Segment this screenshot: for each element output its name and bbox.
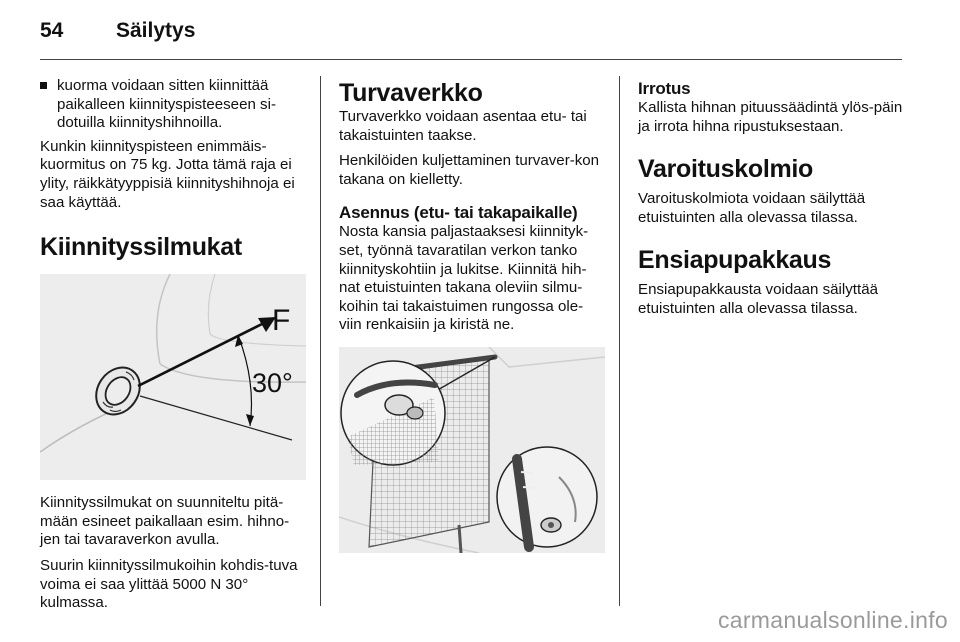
page-number: 54 (40, 19, 64, 42)
bullet-text: kuorma voidaan sitten kiinnittää paikalleen kiinnityspisteeseen si-dotuilla kiinnityshihnoilla. (57, 77, 276, 132)
column-1 (40, 77, 306, 620)
paragraph: Suurin kiinnityssilmukoihin kohdis-tuva voima ei saa ylittää 5000 N 30° kulmassa. (40, 556, 298, 612)
panel-edge-line-3 (208, 274, 306, 346)
subheading-irrotus: Irrotus (638, 79, 691, 98)
paragraph: Kunkin kiinnityspisteen enimmäis-kuormitus on 75 kg. Jotta tämä raja ei ylity, räikkätyyppisiä kiinnityshihnoja ei saa käyttää. (40, 137, 295, 211)
paragraph: Nosta kansia paljastaaksesi kiinnityk-set, työnnä tavaratilan verkon tanko kiinnityskohtiin ja lukitse. Kiinnitä hih-nat etuistuinten takana oleviin silmu-koihin tai takaistuimen rungossa ole-viin renkaisiin ja kiristä ne. (339, 223, 589, 334)
column-divider-2 (619, 76, 620, 606)
panel-edge-line (157, 274, 170, 364)
section-heading-turvaverkko: Turvaverkko (339, 79, 483, 107)
header-rule (40, 59, 902, 60)
section-heading-varoituskolmio: Varoituskolmio (638, 155, 814, 184)
paragraph: Ensiapupakkausta voidaan säilyttää etuistuinten alla olevassa tilassa. (638, 281, 878, 317)
column-2 (339, 77, 605, 553)
bullet-square-icon (40, 82, 47, 89)
subheading-asennus: Asennus (etu- tai takapaikalle) (339, 203, 578, 223)
angle-label: 30° (252, 368, 293, 399)
section-heading-kiinnityssilmukat: Kiinnityssilmukat (40, 233, 242, 262)
paragraph: Henkilöiden kuljettaminen turvaver-kon takana on kielletty. (339, 152, 600, 188)
column-3 (638, 77, 904, 326)
safety-net-figure (339, 347, 605, 553)
lashing-eye-figure (40, 274, 306, 480)
bullet-item (40, 77, 306, 133)
paragraph: Varoituskolmiota voidaan säilyttää etuistuinten alla olevassa tilassa. (638, 190, 866, 226)
section-heading-ensiapupakkaus: Ensiapupakkaus (638, 246, 832, 275)
paragraph: Kiinnityssilmukat on suunniteltu pitä-mään esineet paikallaan esim. hihno-jen tai tavaraverkon avulla. (40, 494, 290, 549)
watermark: carmanualsonline.info (717, 607, 948, 633)
paragraph: Kallista hihnan pituussäädintä ylös-päin ja irrota hihna ripustuksestaan. (638, 99, 903, 135)
page-title: Säilytys (116, 19, 196, 42)
floor-direction-line (140, 396, 292, 440)
column-divider-1 (320, 76, 321, 606)
angle-arc-arrowhead-bottom (246, 414, 254, 426)
force-label: F (272, 304, 291, 338)
paragraph: Turvaverkko voidaan asentaa etu- tai takaistuinten taakse. (339, 108, 587, 144)
